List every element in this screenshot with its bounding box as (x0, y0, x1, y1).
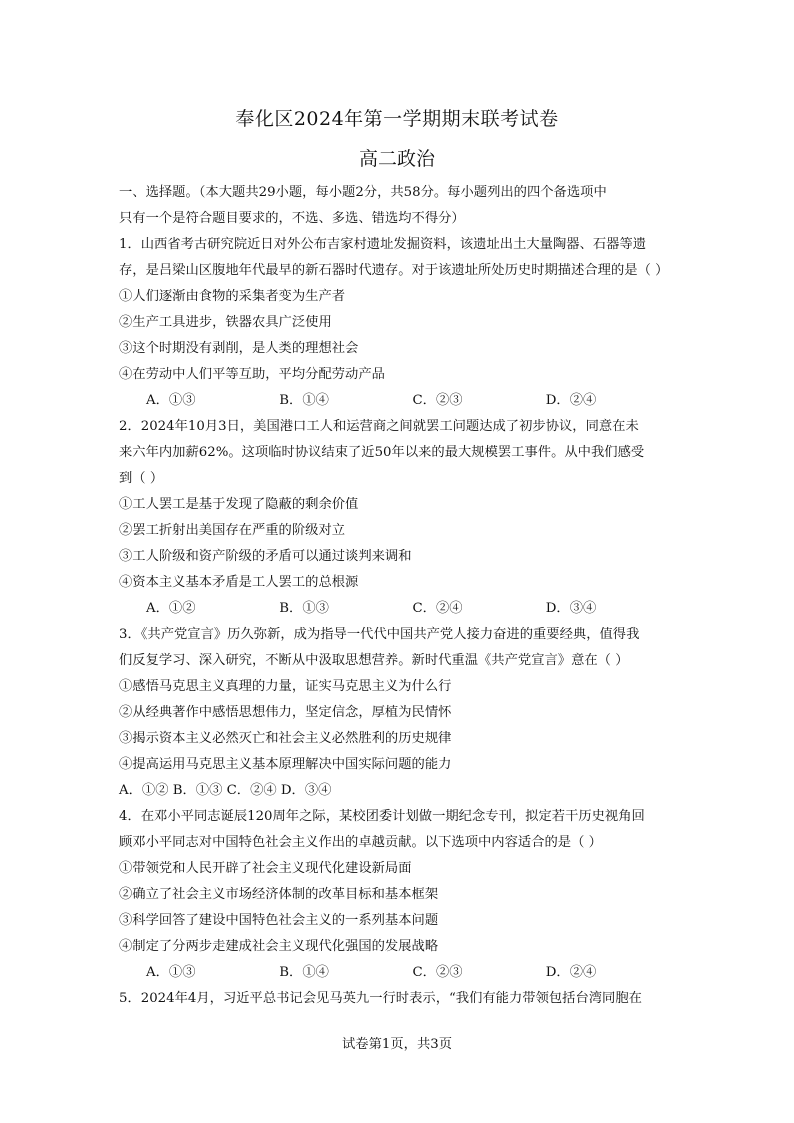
answer-option: A．①③ (146, 393, 196, 408)
text-line: 来六年内加薪62%。这项临时协议结束了近50年以来的最大规模罢工事件。从中我们感受 (119, 445, 645, 460)
text-line: ③揭示资本主义必然灭亡和社会主义必然胜利的历史规律 (119, 731, 452, 746)
text-line: 5．2024年4月，习近平总书记会见马英九一行时表示，“我们有能力带领包括台湾同胞在 (119, 991, 642, 1006)
text-line: ③工人阶级和资产阶级的矛盾可以通过谈判来调和 (119, 549, 412, 564)
text-line: 存，是吕梁山区腹地年代最早的新石器时代遗存。对于该遗址所处历史时期描述合理的是（ ） (119, 263, 669, 278)
text-line: ②罢工折射出美国存在严重的阶级对立 (119, 523, 346, 538)
text-line: ①人们逐渐由食物的采集者变为生产者 (119, 289, 346, 304)
text-line: ④制定了分两步走建成社会主义现代化强国的发展战略 (119, 939, 439, 954)
answer-option: D．③④ (545, 601, 597, 616)
text-line: 2．2024年10月3日，美国港口工人和运营商之间就罢工问题达成了初步协议，同意在未 (119, 419, 639, 434)
text-line: 一、选择题。（本大题共29小题，每小题2分，共58分。每小题列出的四个备选项中 (119, 185, 607, 200)
text-line: ④提高运用马克思主义基本原理解决中国实际问题的能力 (119, 757, 452, 772)
answer-options (119, 960, 679, 986)
text-line: ③科学回答了建设中国特色社会主义的一系列基本问题 (119, 913, 439, 928)
text-line: 1．山西省考古研究院近日对外公布吉家村遗址发掘资料，该遗址出土大量陶器、石器等遗 (119, 237, 647, 252)
text-line: ②确立了社会主义市场经济体制的改革目标和基本框架 (119, 887, 439, 902)
answer-option: C．②③ (412, 393, 463, 408)
text-line: 到（ ） (119, 471, 164, 486)
text-line: A．①② B．①③ C．②④ D．③④ (119, 783, 332, 798)
answer-options (119, 596, 679, 622)
answer-option: C．②③ (412, 965, 463, 980)
text-line: 3．《共产党宣言》历久弥新，成为指导一代代中国共产党人接力奋进的重要经典，值得我 (119, 627, 640, 642)
page-footer: 试卷第1页，共3页 (342, 1037, 452, 1052)
answer-option: B．①④ (279, 965, 329, 980)
text-line: 4．在邓小平同志诞辰120周年之际，某校团委计划做一期纪念专刊，拟定若干历史视角回 (119, 809, 645, 824)
answer-option: D．②④ (545, 965, 597, 980)
exam-subject: 高二政治 (358, 148, 435, 170)
text-line: 只有一个是符合题目要求的，不选、多选、错选均不得分） (119, 211, 465, 226)
exam-title: 奉化区2024年第一学期期末联考试卷 (235, 108, 559, 130)
answer-option: A．①③ (146, 965, 196, 980)
answer-option: B．①③ (279, 601, 329, 616)
answer-options (119, 388, 679, 414)
answer-option: C．②④ (412, 601, 463, 616)
text-line: ②生产工具进步，铁器农具广泛使用 (119, 315, 332, 330)
text-line: ①带领党和人民开辟了社会主义现代化建设新局面 (119, 861, 412, 876)
answer-option: D．②④ (545, 393, 597, 408)
text-line: ②从经典著作中感悟思想伟力，坚定信念，厚植为民情怀 (119, 705, 452, 720)
text-line: ④资本主义基本矛盾是工人罢工的总根源 (119, 575, 359, 590)
text-line: ①工人罢工是基于发现了隐蔽的剩余价值 (119, 497, 359, 512)
answer-option: B．①④ (279, 393, 329, 408)
text-line: 顾邓小平同志对中国特色社会主义作出的卓越贡献。以下选项中内容适合的是（ ） (119, 835, 602, 850)
answer-option: A．①② (146, 601, 196, 616)
text-line: 们反复学习、深入研究，不断从中汲取思想营养。新时代重温《共产党宣言》意在（ ） (119, 653, 629, 668)
text-line: ④在劳动中人们平等互助，平均分配劳动产品 (119, 367, 385, 382)
text-line: ③这个时期没有剥削，是人类的理想社会 (119, 341, 359, 356)
text-line: ①感悟马克思主义真理的力量，证实马克思主义为什么行 (119, 679, 452, 694)
exam-body (119, 180, 679, 1012)
